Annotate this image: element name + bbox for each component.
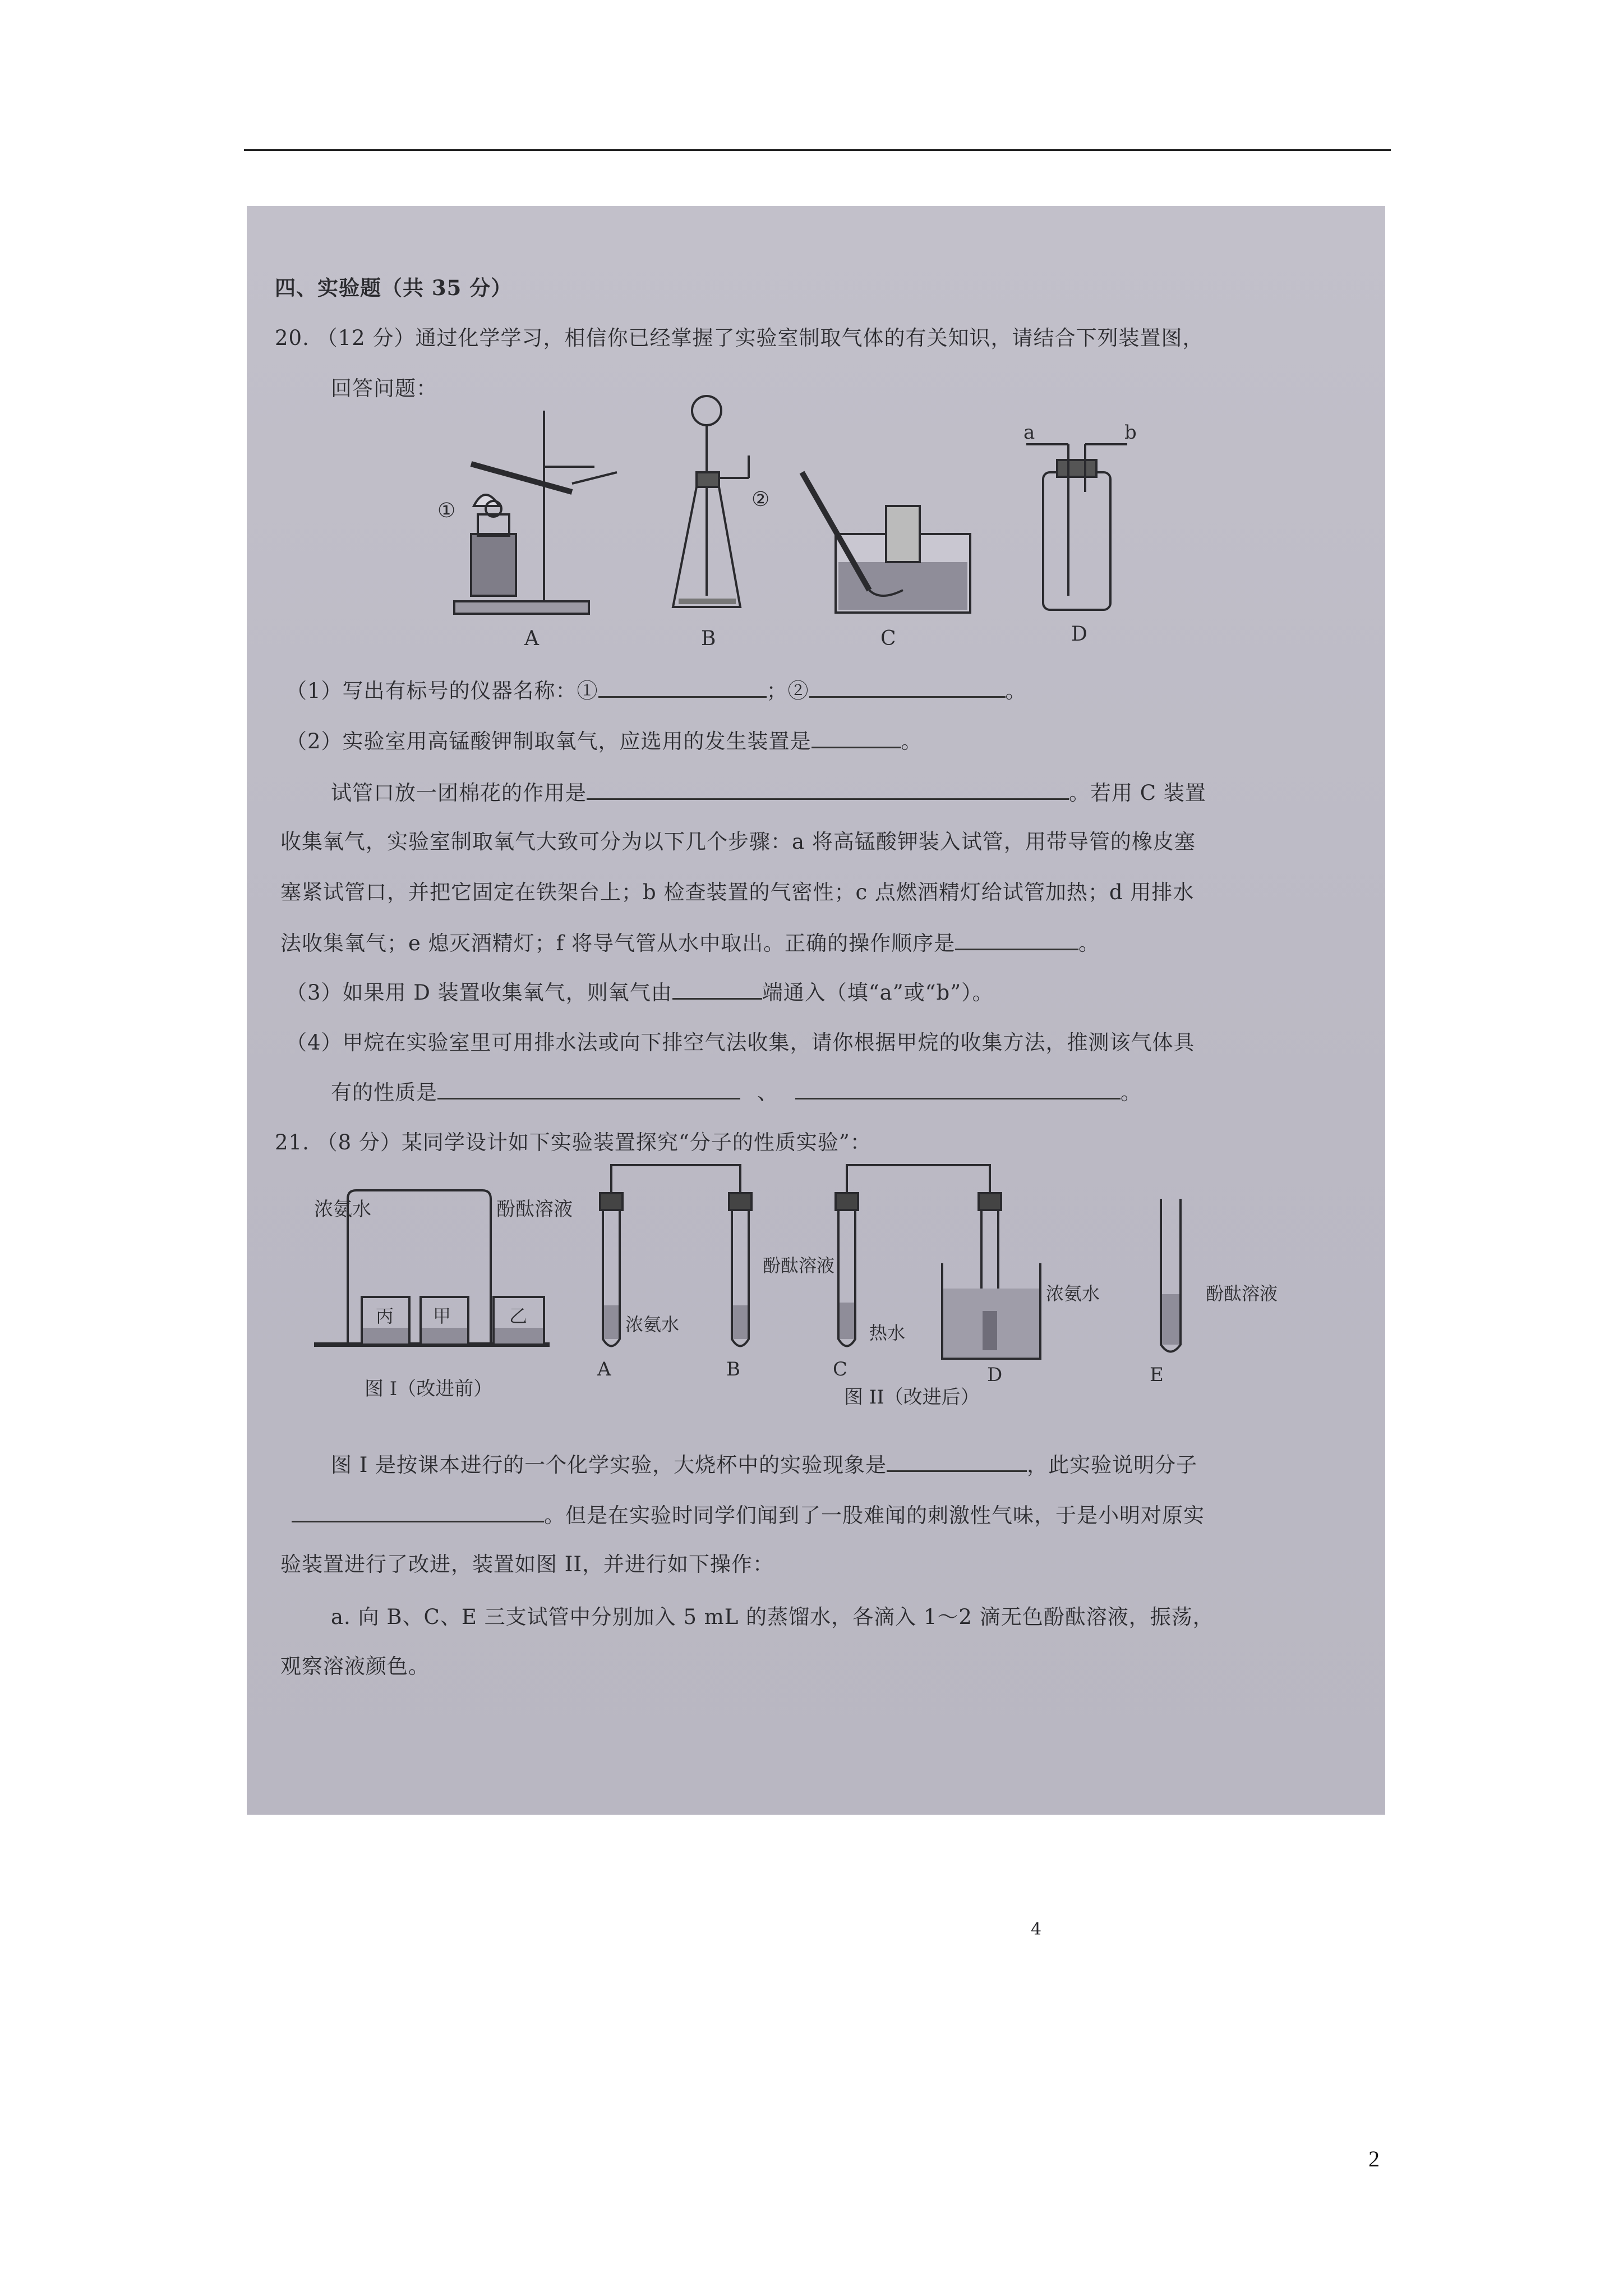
apparatus-a: [454, 411, 617, 614]
section-title: 四、实验题（共 35 分）: [275, 275, 513, 300]
answer-blank-3[interactable]: [811, 728, 901, 748]
apparatus-b: [673, 396, 749, 607]
apparatus-d: [1026, 444, 1127, 610]
q20-part2-line2: 试管口放一团棉花的作用是 。若用 C 装置: [331, 779, 1206, 807]
apparatus-c: [802, 472, 970, 613]
q20-part2-line3: 收集氧气，实验室制取氧气大致可分为以下几个步骤：a 将高锰酸钾装入试管，用带导管的橡皮塞: [280, 830, 1196, 854]
answer-blank-9[interactable]: [887, 1451, 1027, 1472]
label-b: B: [701, 627, 716, 650]
beaker-jia: 甲: [433, 1305, 451, 1327]
answer-blank-4[interactable]: [587, 779, 1069, 800]
tube-a-label: A: [597, 1358, 611, 1381]
q20-part2-line4: 塞紧试管口，并把它固定在铁架台上；b 检查装置的气密性；c 点燃酒精灯给试管加热；d 用排水: [280, 880, 1195, 904]
label-c: C: [880, 627, 896, 650]
inner-page-number: 4: [1031, 1920, 1042, 1939]
mark-b: b: [1124, 421, 1137, 444]
tube-e-label: E: [1150, 1364, 1164, 1386]
figure-ii-tube-e: [1161, 1199, 1181, 1352]
q20-apparatus-figure: [437, 394, 1223, 650]
tube-c-label: C: [833, 1358, 848, 1381]
label-d: D: [1071, 623, 1087, 646]
beaker-yi: 乙: [509, 1305, 528, 1327]
scanned-exam-photo: [247, 206, 1385, 1939]
beaker-bing: 丙: [376, 1305, 394, 1327]
q20-part2-line5: 法收集氧气；e 熄灭酒精灯；f 将导气管从水中取出。正确的操作顺序是 。: [280, 930, 1100, 957]
fig2-label-phenol-e: 酚酞溶液: [1206, 1283, 1278, 1304]
fig1-caption: 图 I（改进前）: [365, 1378, 493, 1400]
answer-blank-1[interactable]: [598, 677, 767, 698]
q20-intro-line2: 回答问题：: [331, 376, 437, 401]
header-rule: [244, 149, 1391, 151]
fig2-caption: 图 II（改进后）: [844, 1386, 980, 1409]
answer-blank-8[interactable]: [795, 1079, 1121, 1099]
q20-part2-line1: （2）实验室用高锰酸钾制取氧气，应选用的发生装置是 。: [286, 728, 923, 755]
q20-part4-line2: 有的性质是 、 。: [331, 1079, 1142, 1106]
mark-a: a: [1023, 421, 1035, 444]
q21-text-line3: 验装置进行了改进，装置如图 II，并进行如下操作：: [280, 1552, 774, 1576]
mark-one: ①: [437, 499, 456, 522]
q21-text-line1: 图 I 是按课本进行的一个化学实验，大烧杯中的实验现象是 ，此实验说明分子: [331, 1451, 1197, 1479]
q20-part4-line1: （4）甲烷在实验室里可用排水法或向下排空气法收集，请你根据甲烷的收集方法，推测该气体具: [286, 1030, 1195, 1055]
fig1-label-ammonia: 浓氨水: [314, 1198, 371, 1221]
fig2-label-ammonia-a: 浓氨水: [625, 1314, 680, 1335]
label-a: A: [524, 627, 539, 650]
answer-blank-2[interactable]: [809, 677, 1006, 698]
answer-blank-7[interactable]: [437, 1079, 740, 1099]
answer-blank-6[interactable]: [672, 979, 762, 1000]
q21-text-line2: 。但是在实验时同学们闻到了一股难闻的刺激性气味，于是小明对原实: [292, 1502, 1205, 1529]
fig2-label-phenol-b: 酚酞溶液: [763, 1255, 835, 1276]
answer-blank-5[interactable]: [955, 930, 1078, 950]
fig2-label-hot-water: 热水: [869, 1322, 906, 1343]
mark-two: ②: [751, 488, 770, 511]
q20-part1: （1）写出有标号的仪器名称：① ；② 。: [286, 677, 1027, 705]
q21-apparatus-figure: [314, 1159, 1368, 1412]
answer-blank-10[interactable]: [292, 1502, 544, 1522]
figure-ii-tubes-cd: [836, 1165, 1040, 1359]
q21-step-a-line1: a. 向 B、C、E 三支试管中分别加入 5 mL 的蒸馏水，各滴入 1～2 滴无色酚酞溶液，振荡，: [331, 1605, 1214, 1629]
q20-intro-line1: 20. （12 分）通过化学学习，相信你已经掌握了实验室制取气体的有关知识，请结合下列装置图，: [275, 326, 1204, 350]
tube-d-label: D: [987, 1364, 1003, 1386]
tube-b-label: B: [726, 1358, 740, 1381]
fig1-label-phenol: 酚酞溶液: [496, 1198, 573, 1221]
q21-intro: 21. （8 分）某同学设计如下实验装置探究“分子的性质实验”：: [275, 1130, 872, 1154]
page-number: 2: [1368, 2146, 1380, 2171]
q21-step-a-line2: 观察溶液颜色。: [280, 1654, 430, 1678]
q20-part3: （3）如果用 D 装置收集氧气，则氧气由 端通入（填“a”或“b”）。: [286, 979, 994, 1006]
fig2-label-ammonia-d: 浓氨水: [1046, 1283, 1100, 1304]
